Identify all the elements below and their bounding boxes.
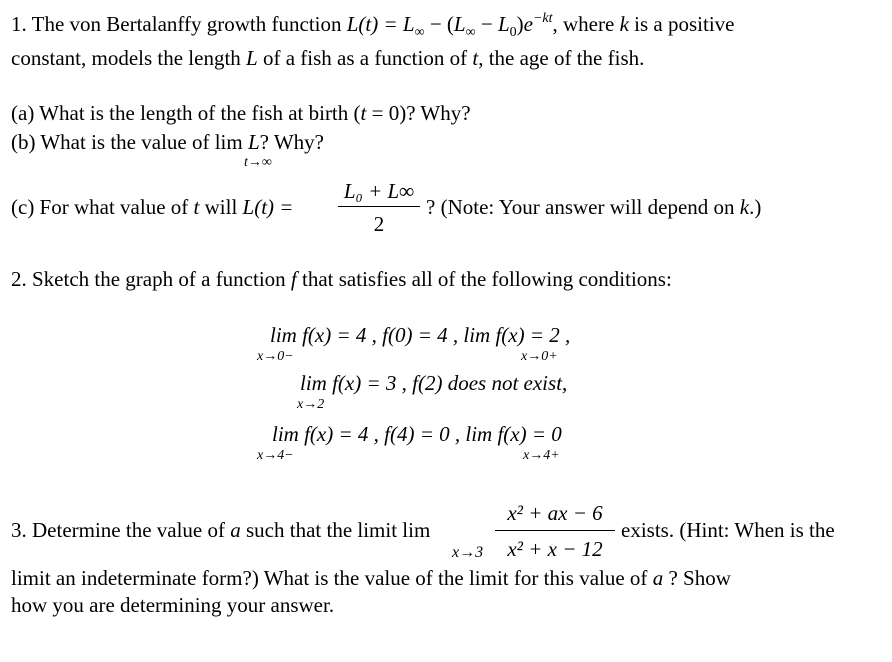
- condition-line-3: lim f(x) = 4 , f(4) = 0 , lim f(x) = 0: [272, 422, 562, 446]
- problem-3-line-1: 3. Determine the value of a such that the limit lim: [11, 518, 431, 542]
- problem-3-fraction-bar: [495, 530, 615, 531]
- problem-1-part-a: (a) What is the length of the fish at birth (t = 0)? Why?: [11, 101, 471, 125]
- problem-3-numerator: x² + ax − 6: [507, 501, 603, 525]
- problem-1-line-1: 1. The von Bertalanffy growth function $L(t) = L_\infty - (L_\infty - L_0)e^{-kt}$, where k is a positive: [11, 11, 735, 40]
- condition-2-sub: x→2: [297, 397, 325, 412]
- problem-3-limit-subscript: x→3: [452, 544, 484, 561]
- condition-1-sub-left: x→0−: [257, 349, 294, 364]
- condition-line-1: lim f(x) = 4 , f(0) = 4 , lim f(x) = 2 ,: [270, 323, 571, 347]
- problem-1-part-b: (b) What is the value of lim L? Why?: [11, 130, 324, 154]
- problem-3-line-2: limit an indeterminate form?) What is the value of the limit for this value of a ? Show: [11, 566, 731, 590]
- problem-1-part-c-end: ? (Note: Your answer will depend on k.): [426, 195, 762, 219]
- part-c-fraction-bar: [338, 206, 420, 207]
- condition-1-sub-right: x→0+: [521, 349, 558, 364]
- part-c-fraction-denominator: 2: [373, 212, 385, 236]
- condition-3-sub-right: x→4+: [523, 448, 560, 463]
- condition-line-2: lim f(x) = 3 , f(2) does not exist,: [300, 371, 568, 395]
- problem-1-line-2: constant, models the length L of a fish as a function of t, the age of the fish.: [11, 46, 645, 70]
- part-c-fraction-numerator: L₀ + L∞: [343, 179, 415, 203]
- problem-3-line-1-end: exists. (Hint: When is the: [621, 518, 835, 542]
- part-b-limit-subscript: t→∞: [244, 155, 272, 170]
- condition-3-sub-left: x→4−: [257, 448, 294, 463]
- problem-3-line-3: how you are determining your answer.: [11, 593, 335, 617]
- problem-3-denominator: x² + x − 12: [507, 537, 603, 561]
- problem-1-part-c-start: (c) For what value of t will L(t) =: [11, 195, 294, 219]
- problem-2-intro: 2. Sketch the graph of a function f that satisfies all of the following conditions:: [11, 267, 672, 291]
